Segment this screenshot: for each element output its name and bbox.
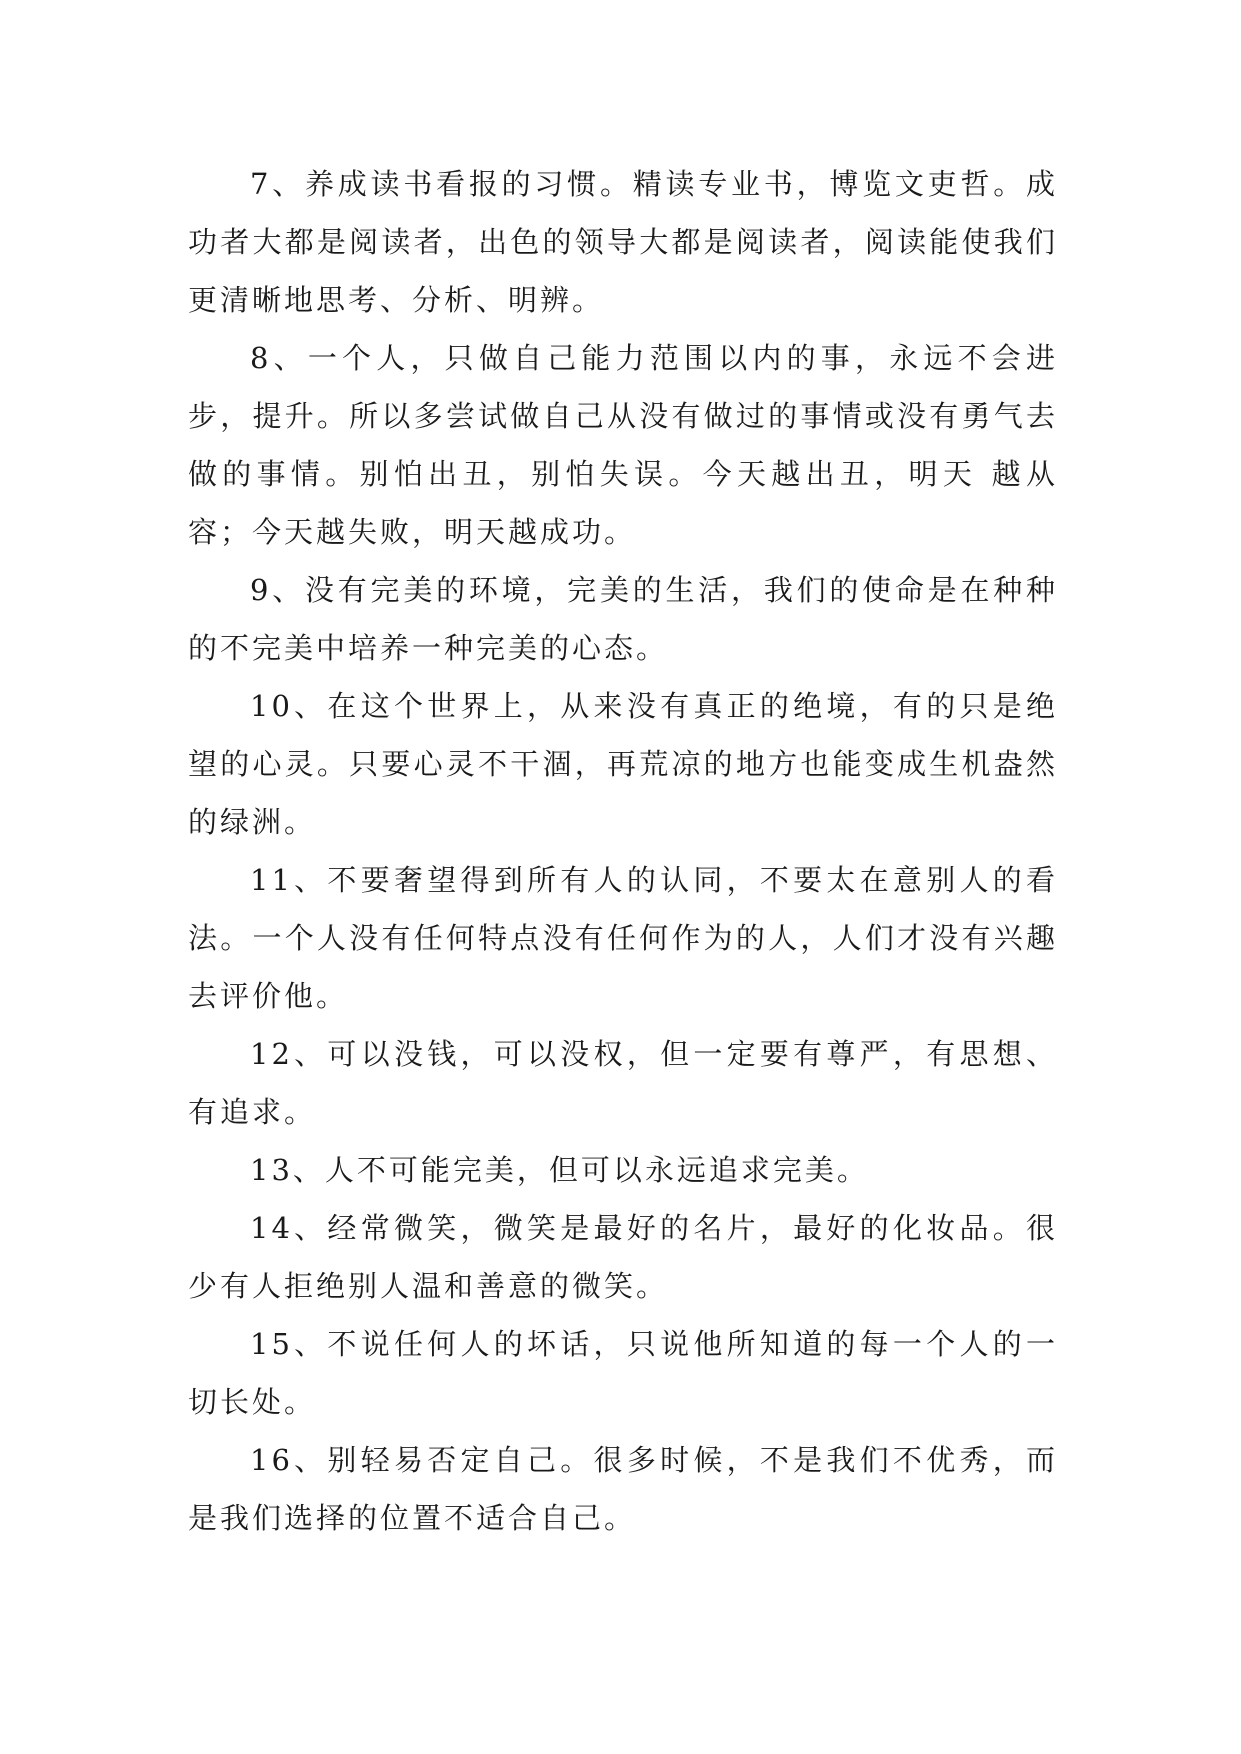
document-page xyxy=(188,155,1058,1547)
paragraph-11: 11、不要奢望得到所有人的认同，不要太在意别人的看法。一个人没有任何特点没有任何作为的人，人们才没有兴趣去评价他。 xyxy=(188,863,1058,1013)
paragraph-15: 15、不说任何人的坏话，只说他所知道的每一个人的一切长处。 xyxy=(188,1327,1058,1419)
paragraph-13: 13、人不可能完美，但可以永远追求完美。 xyxy=(250,1153,869,1187)
paragraph-10: 10、在这个世界上，从来没有真正的绝境，有的只是绝望的心灵。只要心灵不干涸，再荒凉的地方也能变成生机盎然的绿洲。 xyxy=(188,689,1058,839)
paragraph-9: 9、没有完美的环境，完美的生活，我们的使命是在种种的不完美中培养一种完美的心态。 xyxy=(188,573,1058,665)
paragraph-12: 12、可以没钱，可以没权，但一定要有尊严，有思想、有追求。 xyxy=(188,1037,1058,1129)
paragraph-14: 14、经常微笑，微笑是最好的名片，最好的化妆品。很少有人拒绝别人温和善意的微笑。 xyxy=(188,1211,1058,1303)
paragraph-16: 16、别轻易否定自己。很多时候，不是我们不优秀，而是我们选择的位置不适合自己。 xyxy=(188,1443,1058,1535)
paragraph-7: 7、养成读书看报的习惯。精读专业书，博览文吏哲。成功者大都是阅读者，出色的领导大都是阅读者，阅读能使我们更清晰地思考、分析、明辨。 xyxy=(188,167,1058,317)
paragraph-8: 8、一个人，只做自己能力范围以内的事，永远不会进步，提升。所以多尝试做自己从没有做过的事情或没有勇气去做的事情。别怕出丑，别怕失误。今天越出丑，明天 越从容；今天越失败，明天越成功。 xyxy=(188,341,1058,549)
